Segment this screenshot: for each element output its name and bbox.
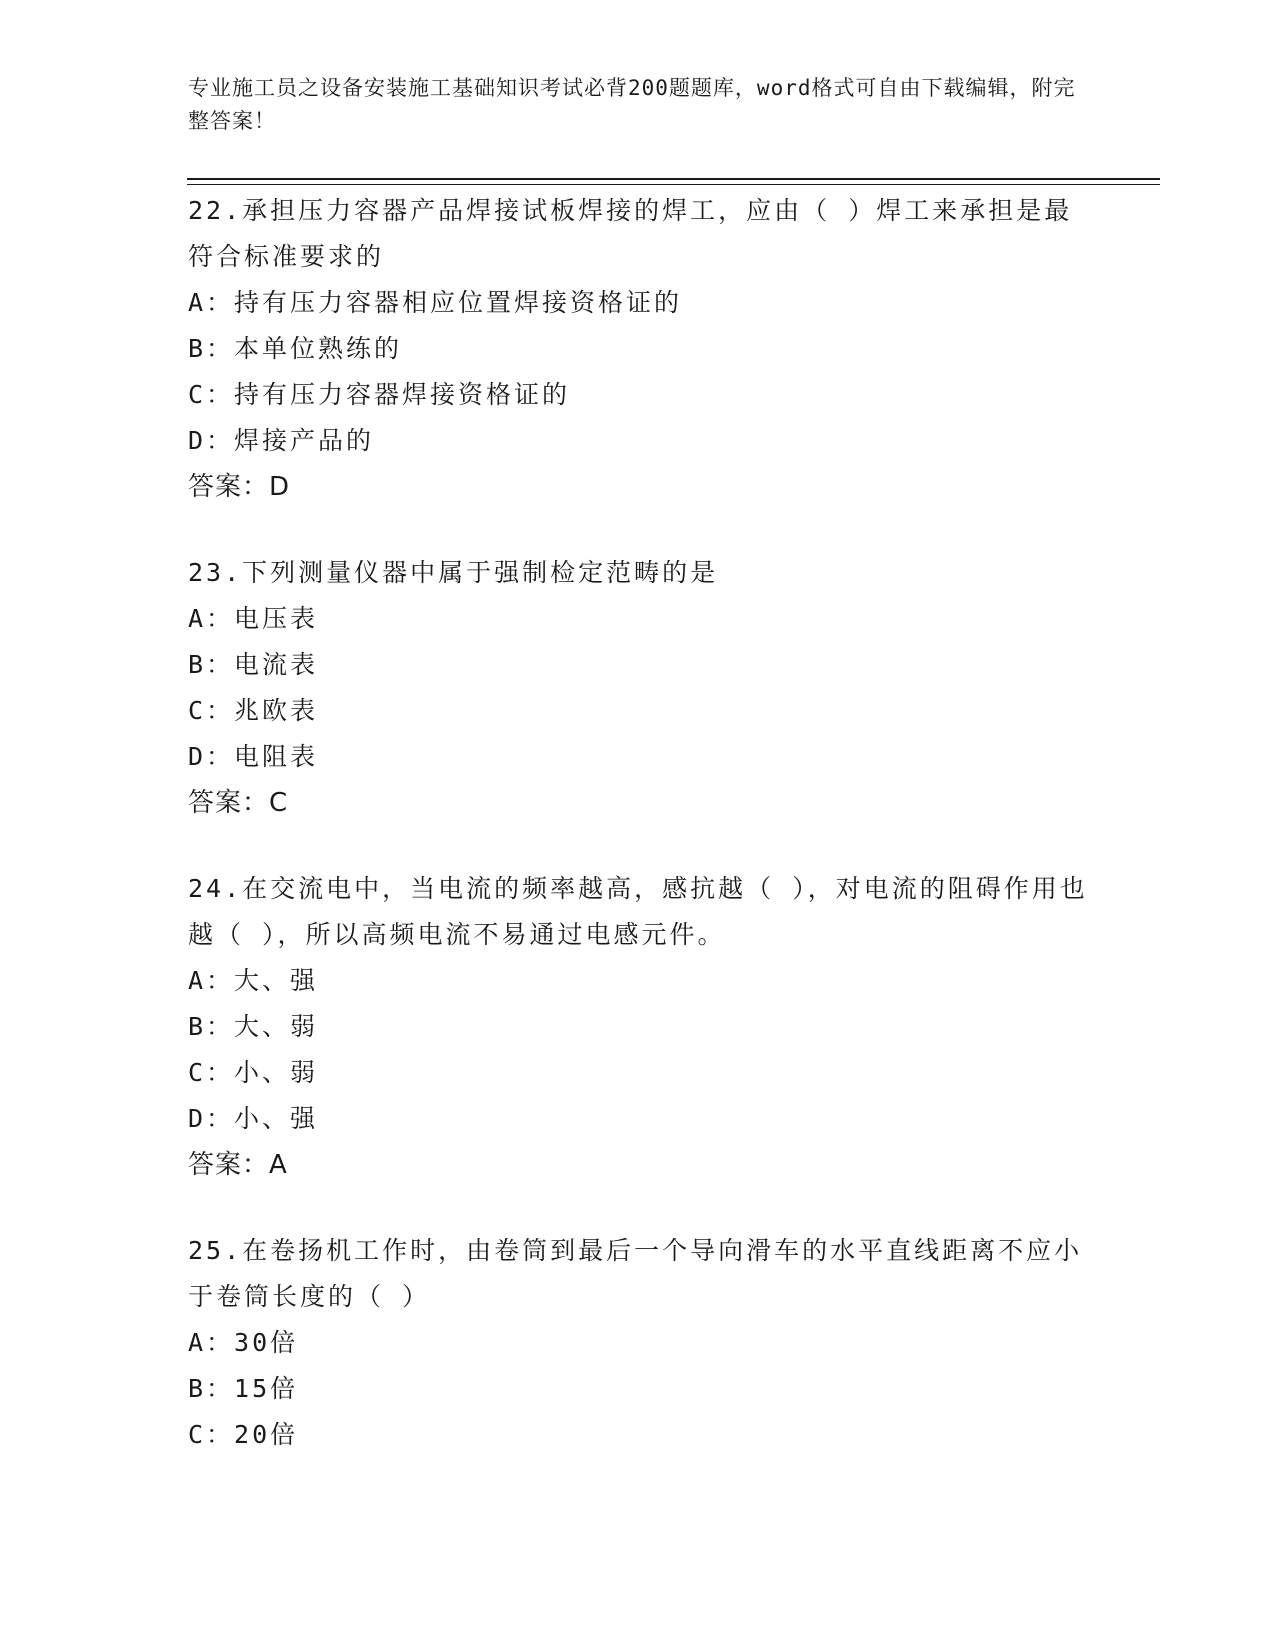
header-divider-thin [187,184,1160,185]
question-25 [188,1228,1088,1458]
option-d: D：小、强 [188,1104,319,1133]
question-text: 22.承担压力容器产品焊接试板焊接的焊工，应由（ ）焊工来承担是最符合标准要求的 [188,196,1073,271]
option-d: D：电阻表 [188,742,319,771]
question-22 [188,188,1088,510]
document-header: 专业施工员之设备安装施工基础知识考试必背200题题库，word格式可自由下载编辑，附完整答案！ [188,76,1076,133]
option-a: A：电压表 [188,604,319,633]
question-text: 24.在交流电中，当电流的频率越高，感抗越（ ），对电流的阻碍作用也越（ ），所以高频电流不易通过电感元件。 [188,874,1088,949]
option-a: A：持有压力容器相应位置焊接资格证的 [188,288,683,317]
question-23 [188,550,1088,826]
answer-line: 答案：D [188,472,291,502]
option-a: A：30倍 [188,1328,299,1357]
header-divider-thick [187,178,1160,180]
option-c: C：兆欧表 [188,696,319,725]
option-c: C：小、弱 [188,1058,319,1087]
option-b: B：大、弱 [188,1012,319,1041]
question-24 [188,866,1088,1188]
option-c: C：20倍 [188,1420,299,1449]
question-list [188,188,1088,1498]
option-a: A：大、强 [188,966,319,995]
question-text: 23.下列测量仪器中属于强制检定范畴的是 [188,558,719,587]
answer-line: 答案：A [188,1150,288,1180]
option-c: C：持有压力容器焊接资格证的 [188,380,571,409]
option-b: B：本单位熟练的 [188,334,403,363]
answer-line: 答案：C [188,788,289,818]
question-text: 25.在卷扬机工作时，由卷筒到最后一个导向滑车的水平直线距离不应小于卷筒长度的（ ） [188,1236,1083,1311]
option-b: B：电流表 [188,650,319,679]
option-d: D：焊接产品的 [188,426,375,455]
option-b: B：15倍 [188,1374,299,1403]
